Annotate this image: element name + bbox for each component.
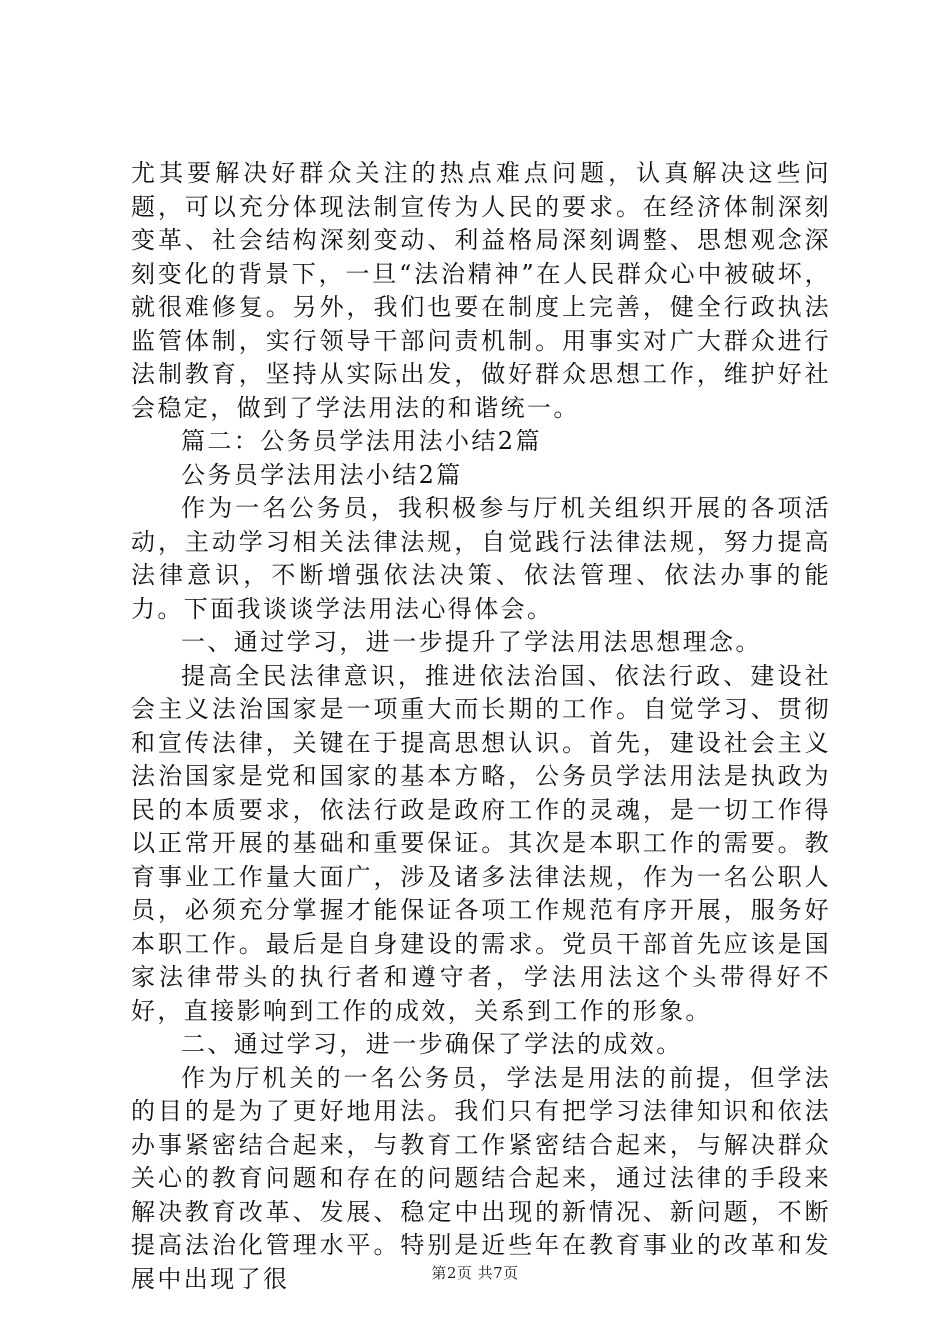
paragraph-point-two: 作为厅机关的一名公务员，学法是用法的前提，但学法的目的是为了更好地用法。我们只有把学习法律知识和依法办事紧密结合起来，与教育工作紧密结合起来，与解决群众关心的教育问题和存在的问题结合起来，通过法律的手段来解决教育改革、发展、稳定中出现的新情况、新问题，不断提高法治化管理水平。特别是近些年在教育事业的改革和发展中出现了很 <box>131 1063 831 1293</box>
paragraph-continued: 尤其要解决好群众关注的热点难点问题，认真解决这些问题，可以充分体现法制宣传为人民的要求。在经济体制深刻变革、社会结构深刻变动、利益格局深刻调整、思想观念深刻变化的背景下，一旦“法治精神”在人民群众心中被破坏，就很难修复。另外，我们也要在制度上完善，健全行政执法监管体制，实行领导干部问责机制。用事实对广大群众进行法制教育，坚持从实际出发，做好群众思想工作，维护好社会稳定，做到了学法用法的和谐统一。 <box>131 159 831 422</box>
article-title: 公务员学法用法小结2篇 <box>181 460 463 489</box>
page-number-footer: 第2页 共7页 <box>431 1264 519 1282</box>
section-heading-part-two: 篇二：公务员学法用法小结2篇 <box>181 427 542 455</box>
paragraph-point-one: 提高全民法律意识，推进依法治国、依法行政、建设社会主义法治国家是一项重大而长期的工作。自觉学习、贯彻和宣传法律，关键在于提高思想认识。首先，建设社会主义法治国家是党和国家的基本方略，公务员学法用法是执政为民的本质要求，依法行政是政府工作的灵魂，是一切工作得以正常开展的基础和重要保证。其次是本职工作的需要。教育事业工作量大面广，涉及诸多法律法规，作为一名公职人员，必须充分掌握才能保证各项工作规范有序开展，服务好本职工作。最后是自身建设的需求。党员干部首先应该是国家法律带头的执行者和遵守者，学法用法这个头带得好不好，直接影响到工作的成效，关系到工作的形象。 <box>131 661 831 1025</box>
document-body <box>131 157 831 1296</box>
paragraph-intro: 作为一名公务员，我积极参与厅机关组织开展的各项活动，主动学习相关法律法规，自觉践行法律法规，努力提高法律意识，不断增强依法决策、依法管理、依法办事的能力。下面我谈谈学法用法心得体会。 <box>131 494 831 623</box>
heading-point-one: 一、通过学习，进一步提升了学法用法思想理念。 <box>181 628 762 656</box>
heading-point-two: 二、通过学习，进一步确保了学法的成效。 <box>181 1030 683 1058</box>
